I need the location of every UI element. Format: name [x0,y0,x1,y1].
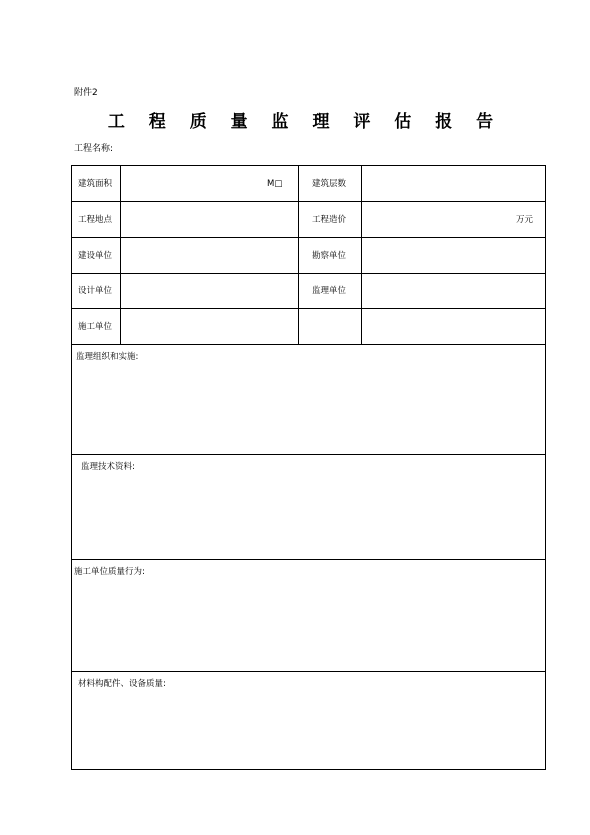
supervision-unit-label: 监理单位 [312,286,347,296]
row-divider [72,237,545,238]
project-cost-label: 工程造价 [312,215,347,225]
row-divider [72,201,545,202]
design-unit-label: 设计单位 [78,286,113,296]
row-divider [72,308,545,309]
building-area-label: 建筑面积 [78,179,113,189]
building-area-value[interactable]: M□ [267,179,283,189]
section-supervision-technical-data: 监理技术资料: [81,462,135,472]
section-divider [72,671,545,672]
project-name-label: 工程名称: [74,144,114,154]
section-builder-quality-behavior: 施工单位质量行为: [74,567,145,577]
building-floors-label: 建筑层数 [312,179,347,189]
section-supervision-organization: 监理组织和实施: [76,352,139,362]
section-materials-equipment-quality: 材料构配件、设备质量: [78,679,166,689]
column-divider [361,166,362,344]
row-divider [72,273,545,274]
column-divider [298,166,299,344]
construction-unit-label: 建设单位 [78,251,113,261]
column-divider [120,166,121,344]
attachment-label: 附件2 [74,88,98,98]
report-form [71,165,546,770]
section-divider [72,454,545,455]
section-divider [72,559,545,560]
row-divider [72,344,545,345]
builder-unit-label: 施工单位 [78,322,113,332]
survey-unit-label: 勘察单位 [312,251,347,261]
page-title: 工 程 质 量 监 理 评 估 报 告 [107,112,503,132]
project-location-label: 工程地点 [78,215,113,225]
project-cost-value[interactable]: 万元 [516,215,534,225]
